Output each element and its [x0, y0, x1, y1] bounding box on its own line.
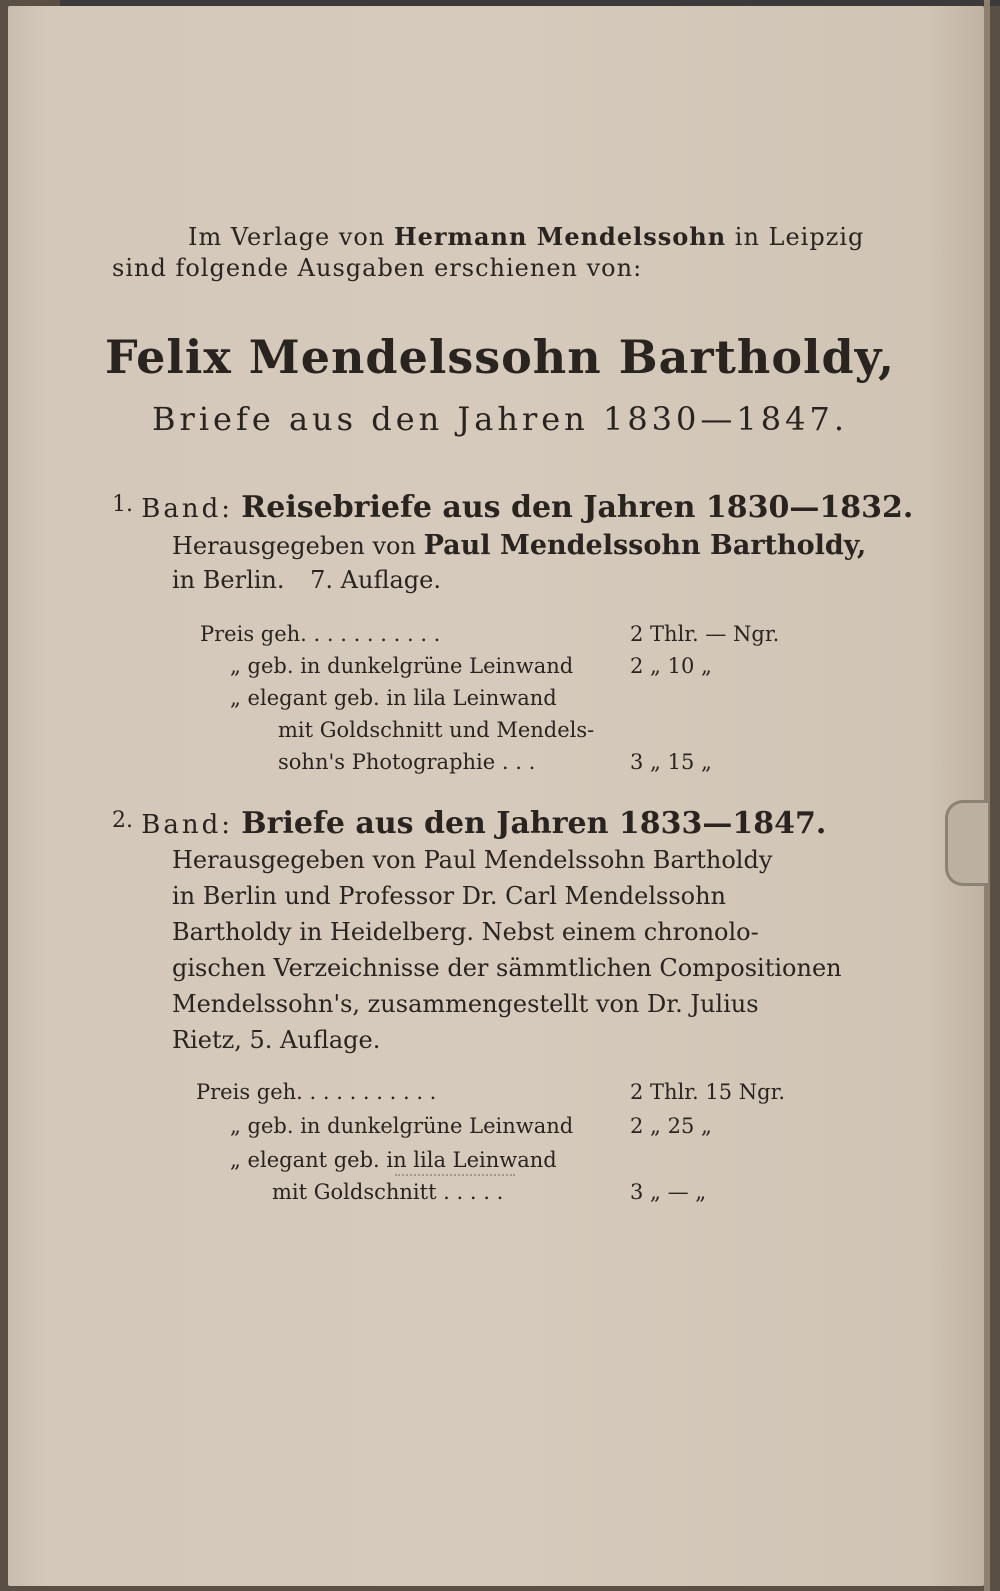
band1-heading: [112, 490, 913, 525]
subtitle: Briefe aus den Jahren 1830—1847.: [152, 400, 848, 438]
band1-editor-prefix: Herausgegeben von: [172, 532, 416, 560]
band1-label: Band:: [141, 494, 234, 524]
price-label: sohn's Photographie . . .: [278, 750, 536, 774]
intro-place: in Leipzig: [734, 223, 865, 251]
price-label: mit Goldschnitt . . . . .: [272, 1180, 504, 1204]
band1-edition: 7. Auflage.: [310, 566, 441, 594]
band2-title: Briefe aus den Jahren 1833—1847.: [241, 806, 827, 841]
price-amount: 2 Thlr. — Ngr.: [630, 622, 780, 646]
price-label: Preis geh. . . . . . . . . . .: [196, 1080, 437, 1104]
publisher-name: Hermann Mendelssohn: [393, 222, 727, 251]
band1-place: in Berlin.: [172, 566, 285, 594]
price-label: „ elegant geb. in lila Leinwand: [230, 1148, 557, 1172]
band2-text-line: Mendelssohn's, zusammengestellt von Dr. Julius: [172, 990, 759, 1018]
band1-editor-line: [172, 530, 866, 561]
band2-number: 2.: [112, 808, 133, 833]
band2-label: Band:: [141, 810, 234, 840]
band2-text-line: in Berlin und Professor Dr. Carl Mendelssohn: [172, 882, 727, 910]
band1-price-row: [200, 622, 780, 646]
price-label: „ geb. in dunkelgrüne Leinwand: [230, 654, 574, 678]
price-amount: 3 „ — „: [630, 1180, 707, 1204]
band2-price-row: [230, 1114, 712, 1138]
price-label: Preis geh. . . . . . . . . . .: [200, 622, 441, 646]
price-amount: 2 „ 25 „: [630, 1114, 712, 1138]
band1-price-row: [230, 686, 557, 710]
price-amount: 2 „ 10 „: [630, 654, 712, 678]
band2-price-row: [272, 1180, 707, 1204]
band1-price-row: [278, 718, 594, 742]
band1-place-line: [172, 566, 441, 594]
intro-line-1: [188, 222, 864, 251]
band1-price-row: [230, 654, 712, 678]
price-label: mit Goldschnitt und Mendels-: [278, 718, 595, 742]
band2-text-line: Rietz, 5. Auflage.: [172, 1026, 381, 1054]
price-amount: 2 Thlr. 15 Ngr.: [630, 1080, 785, 1104]
ornament-divider: [395, 1168, 515, 1176]
price-label: „ elegant geb. in lila Leinwand: [230, 686, 557, 710]
author-name: Felix Mendelssohn Bartholdy,: [105, 330, 895, 384]
band2-text-line: gischen Verzeichnisse der sämmtlichen Compositionen: [172, 954, 842, 982]
band2-text-line: Bartholdy in Heidelberg. Nebst einem chronolo-: [172, 918, 759, 946]
band1-editor: Paul Mendelssohn Bartholdy,: [423, 530, 867, 561]
band1-price-row: [278, 750, 712, 774]
band2-heading: [112, 806, 826, 841]
intro-line-2: sind folgende Ausgaben erschienen von:: [112, 254, 643, 282]
intro-text: Im Verlage von: [188, 223, 386, 251]
price-amount: 3 „ 15 „: [630, 750, 712, 774]
bookmark-tab: [945, 800, 988, 886]
band2-text-line: Herausgegeben von Paul Mendelssohn Bartholdy: [172, 846, 773, 874]
price-label: „ geb. in dunkelgrüne Leinwand: [230, 1114, 574, 1138]
band1-number: 1.: [112, 492, 133, 517]
band2-price-row: [196, 1080, 785, 1104]
band1-title: Reisebriefe aus den Jahren 1830—1832.: [241, 490, 914, 525]
page-edge: [984, 0, 990, 1591]
